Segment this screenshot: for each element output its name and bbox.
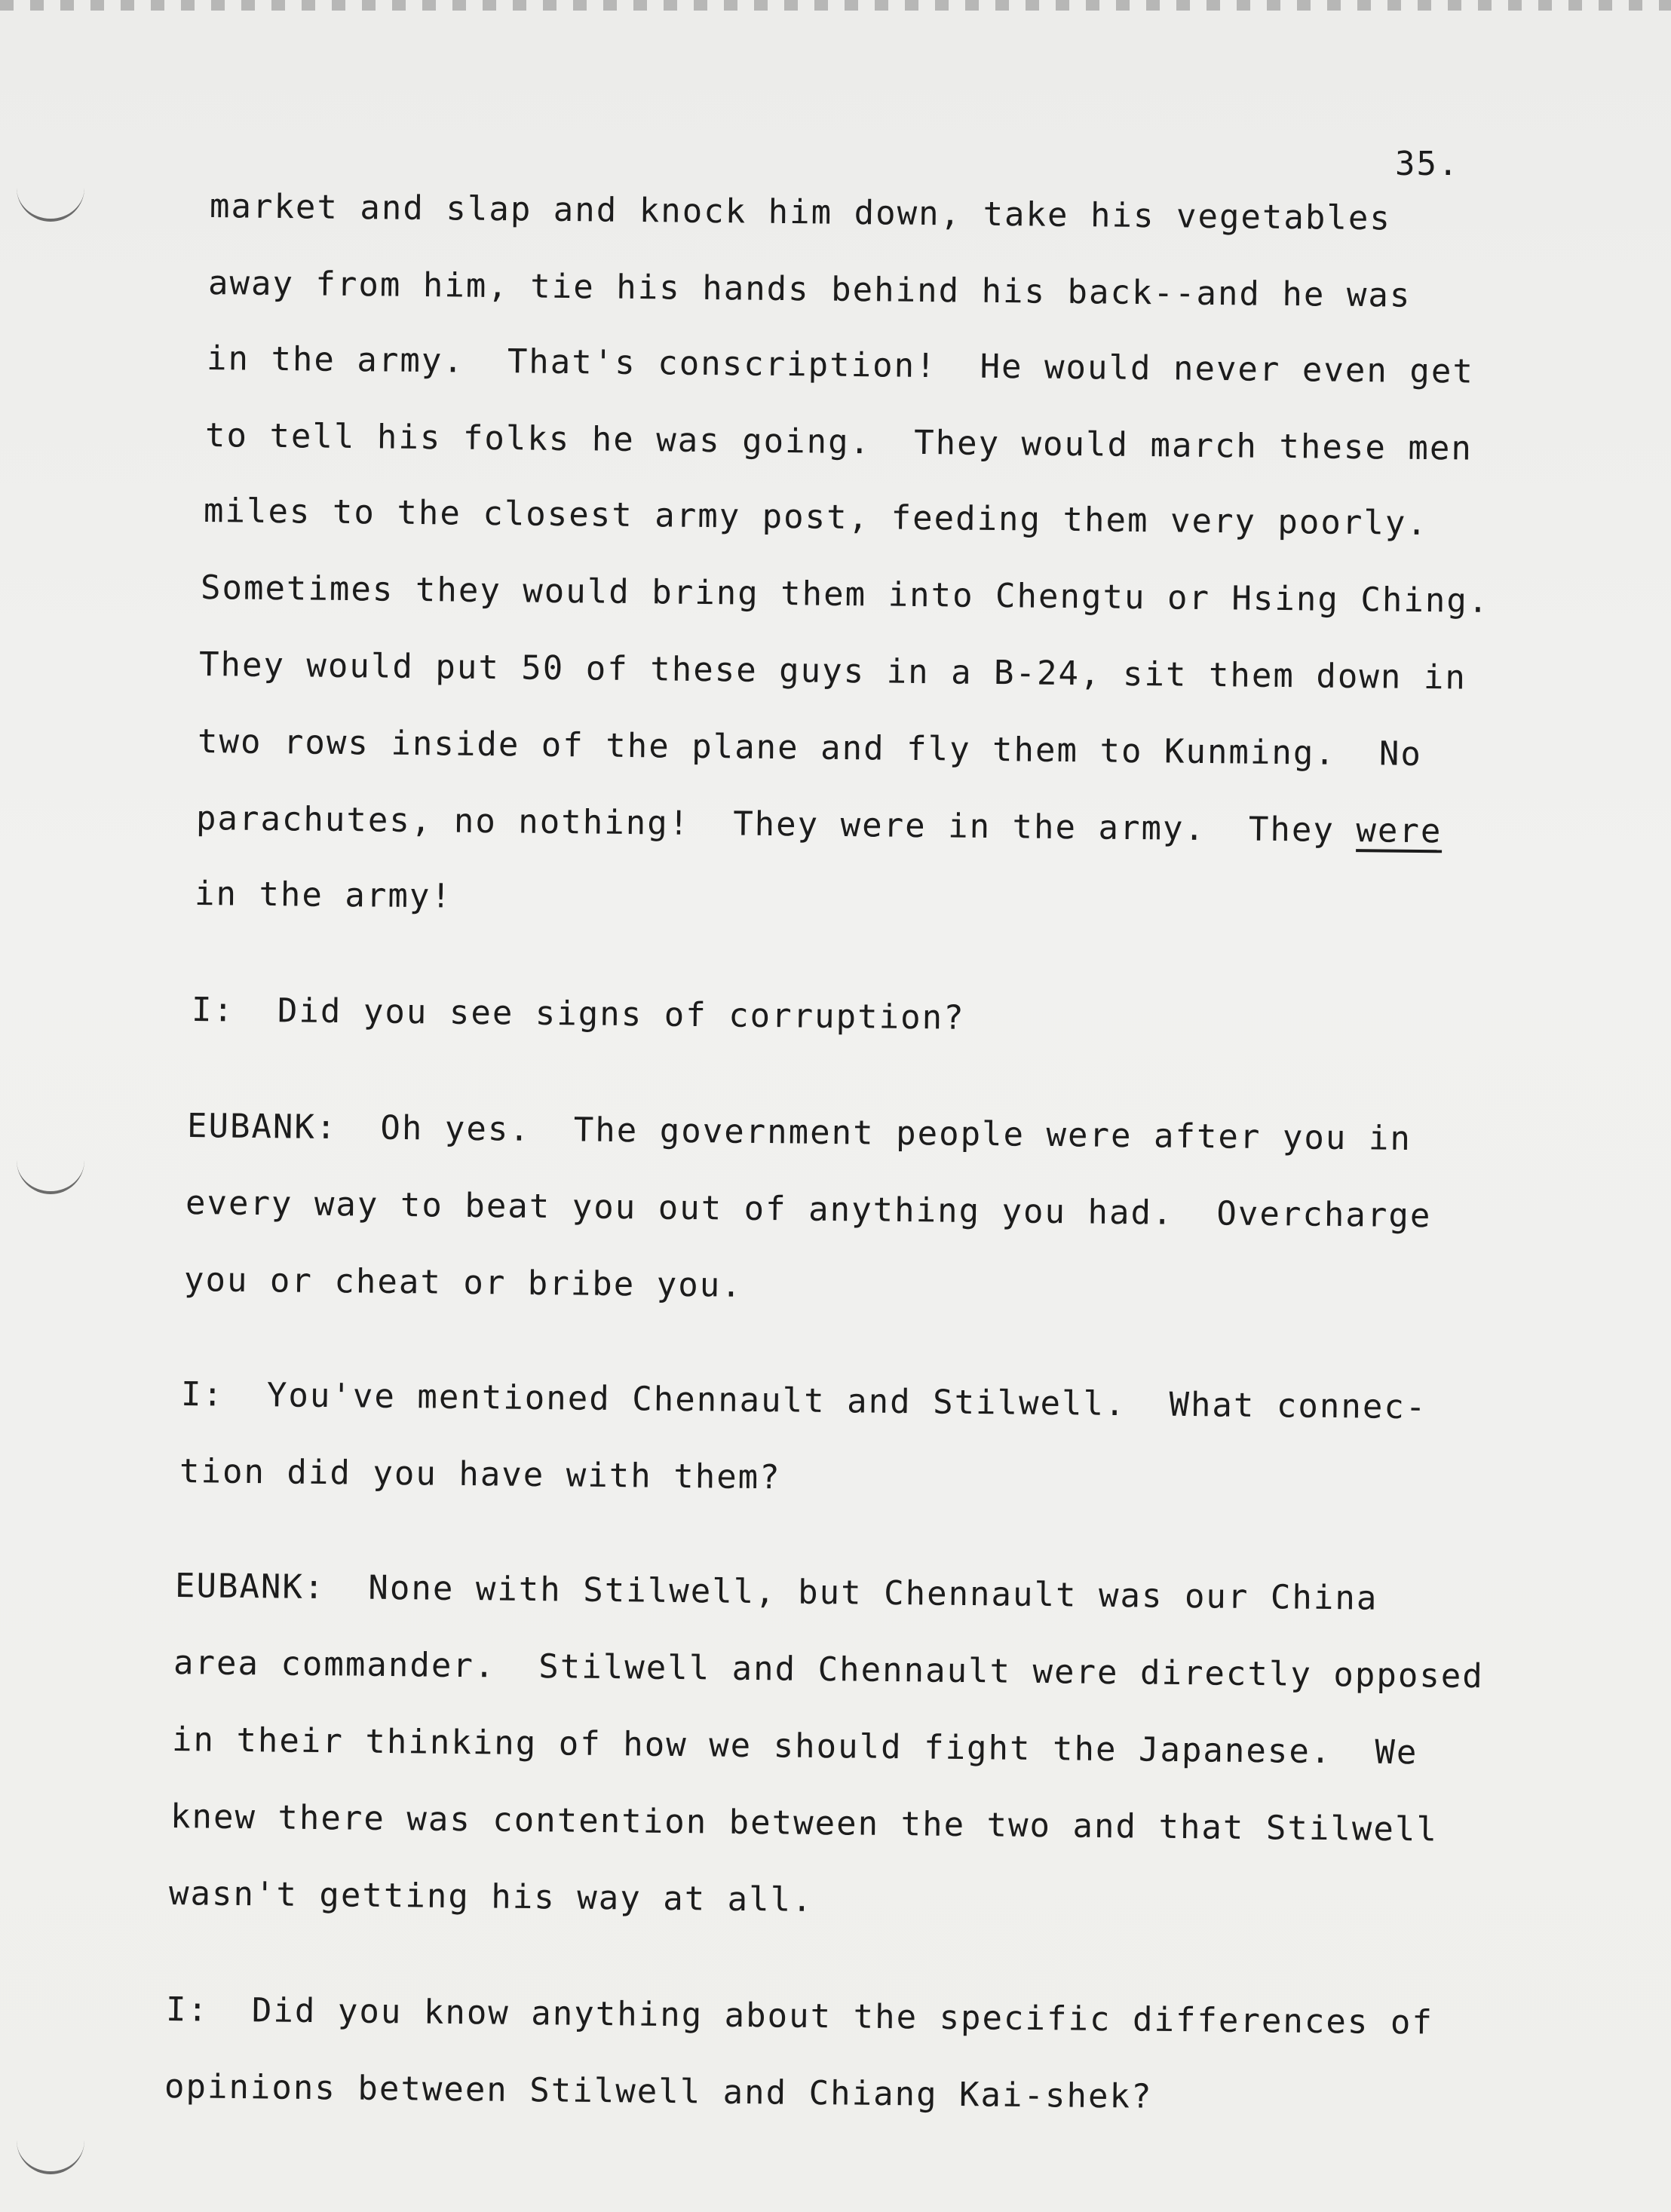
page-number: 35. [1395,145,1460,183]
eubank-answer-line: area commander. Stilwell and Chennault were directly opposed [173,1644,1485,1696]
eubank-answer-line: every way to beat you out of anything you had. Overcharge [185,1184,1432,1236]
text-line-part: parachutes, no nothing! They were in the army. They [195,799,1357,850]
text-line: away from him, tie his hands behind his back--and he was [207,264,1412,315]
interviewer-question: I: Did you know anything about the specific differences of [165,1990,1434,2042]
binder-hole-mark [17,173,84,222]
interviewer-question: I: You've mentioned Chennault and Stilwell. What connec- [180,1375,1427,1427]
eubank-answer-line: you or cheat or bribe you. [183,1261,743,1305]
text-line: miles to the closest army post, feeding them very poorly. [203,492,1429,544]
binder-hole-mark [17,2126,84,2174]
text-line: in the army! [194,875,453,916]
eubank-answer-line: EUBANK: Oh yes. The government people were after you in [186,1107,1412,1159]
binder-hole-mark [17,1146,84,1194]
eubank-answer-line: knew there was contention between the two and that Stilwell [170,1797,1439,1849]
text-line-with-emphasis [195,799,1443,851]
underlined-word: were [1356,811,1443,851]
interviewer-question: tion did you have with them? [179,1452,781,1497]
eubank-answer-line: wasn't getting his way at all. [168,1874,814,1919]
text-line: in the army. That's conscription! He would never even get [206,339,1475,391]
text-line: market and slap and knock him down, take his vegetables [209,187,1392,238]
eubank-answer-line: in their thinking of how we should fight the Japanese. We [171,1720,1418,1772]
text-line: They would put 50 of these guys in a B-24, sit them down in [198,645,1467,697]
interviewer-question: opinions between Stilwell and Chiang Kai-shek? [164,2067,1153,2116]
text-line: Sometimes they would bring them into Chengtu or Hsing Ching. [200,568,1490,620]
text-line: two rows inside of the plane and fly them to Kunming. No [197,722,1423,774]
page-top-edge [0,0,1671,11]
eubank-answer-line: EUBANK: None with Stilwell, but Chennault was our China [174,1567,1378,1618]
interviewer-question: I: Did you see signs of corruption? [191,991,965,1037]
text-line: to tell his folks he was going. They would march these men [204,416,1473,468]
